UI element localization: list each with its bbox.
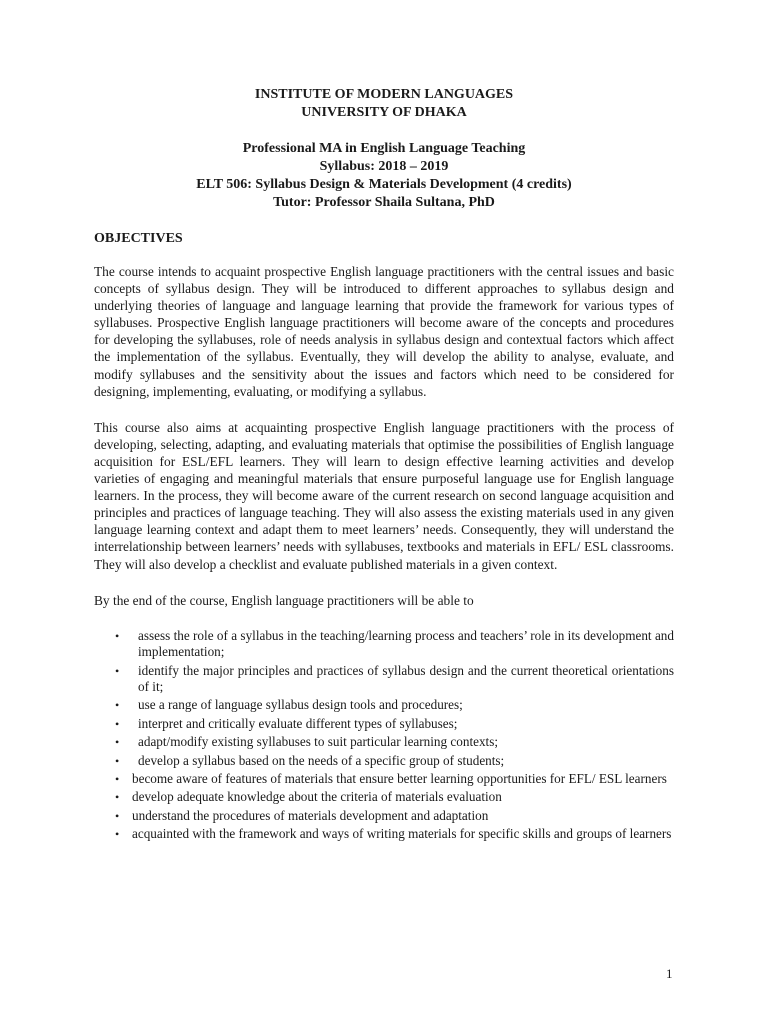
university-name: UNIVERSITY OF DHAKA	[301, 105, 467, 120]
list-item-text: adapt/modify existing syllabuses to suit particular learning contexts;	[138, 734, 499, 750]
list-item	[94, 697, 674, 713]
list-item	[94, 663, 674, 696]
list-item-text: use a range of language syllabus design tools and procedures;	[138, 697, 463, 713]
syllabus-year: Syllabus: 2018 – 2019	[319, 159, 449, 174]
bullet-icon: •	[115, 808, 120, 823]
list-item	[94, 789, 674, 805]
list-item-text: understand the procedures of materials development and adaptation	[132, 807, 489, 823]
list-item-text: assess the role of a syllabus in the teaching/learning process and teachers’ role in its development and implementation;	[138, 627, 674, 660]
list-item	[94, 734, 674, 750]
objectives-heading: OBJECTIVES	[94, 231, 183, 246]
objectives-paragraph-2: This course also aims at acquainting prospective English language practitioners with the process of developing, selecting, adapting, and evaluating materials that optimise the possibilities of English language acquisition for ESL/EFL learners. They will learn to design effective learning activities and develop varieties of engaging and meaningful materials that ensure purposeful language use for English language learners. In the process, they will become aware of the current research on second language acquisition and principles and practices of language teaching. They will also assess the existing materials used in any given language learning context and adapt them to meet learners’ needs. Consequently, they will understand the interrelationship between learners’ needs with syllabuses, textbooks and materials in EFL/ ESL classrooms. They will also develop a checklist and evaluate published materials in a given context.	[94, 419, 674, 572]
list-item	[94, 808, 674, 824]
list-item	[94, 628, 674, 661]
list-item	[94, 826, 674, 842]
objectives-paragraph-1: The course intends to acquaint prospective English language practitioners with the central issues and basic concepts of syllabus design. They will be introduced to different approaches to syllabus design and underlying theories of language and language learning that provide the framework for various types of syllabuses. Prospective English language practitioners will become aware of the concepts and procedures for developing the syllabuses, role of needs analysis in syllabus design and contextual factors which affect the implementation of the syllabus. Eventually, they will develop the ability to analyse, evaluate, and modify syllabuses and the sensitivity about the issues and factors which need to be considered for designing, implementing, evaluating, or modifying a syllabus.	[94, 264, 674, 399]
bullet-icon: •	[115, 753, 120, 768]
list-item-text: identify the major principles and practices of syllabus design and the current theoretical orientations of it;	[138, 662, 674, 694]
list-item	[94, 753, 674, 769]
list-item	[94, 771, 674, 787]
bullet-icon: •	[115, 628, 120, 643]
page-number: 1	[666, 966, 673, 981]
institute-name: INSTITUTE OF MODERN LANGUAGES	[254, 87, 514, 102]
bullet-icon: •	[115, 663, 120, 678]
program-name: Professional MA in English Language Teaching	[242, 141, 526, 156]
bullet-icon: •	[115, 698, 120, 713]
document-header	[94, 86, 674, 212]
bullet-icon: •	[115, 735, 120, 750]
list-item-text: develop adequate knowledge about the criteria of materials evaluation	[132, 789, 502, 805]
course-title: ELT 506: Syllabus Design & Materials Development (4 credits)	[196, 177, 572, 192]
list-item-text: acquainted with the framework and ways of writing materials for specific skills and groups of learners	[132, 826, 672, 842]
list-item	[94, 716, 674, 732]
document-page	[94, 86, 674, 845]
list-item-text: interpret and critically evaluate different types of syllabuses;	[138, 715, 458, 731]
list-item-text: develop a syllabus based on the needs of a specific group of students;	[138, 752, 505, 768]
bullet-icon: •	[115, 827, 120, 842]
bullet-icon: •	[115, 716, 120, 731]
bullet-icon: •	[115, 790, 120, 805]
bullet-icon: •	[115, 771, 120, 786]
outcomes-list	[94, 628, 674, 843]
objectives-intro: By the end of the course, English language practitioners will be able to	[94, 592, 474, 608]
list-item-text: become aware of features of materials that ensure better learning opportunities for EFL/ ESL learners	[132, 770, 667, 786]
tutor-name: Tutor: Professor Shaila Sultana, PhD	[273, 195, 495, 210]
